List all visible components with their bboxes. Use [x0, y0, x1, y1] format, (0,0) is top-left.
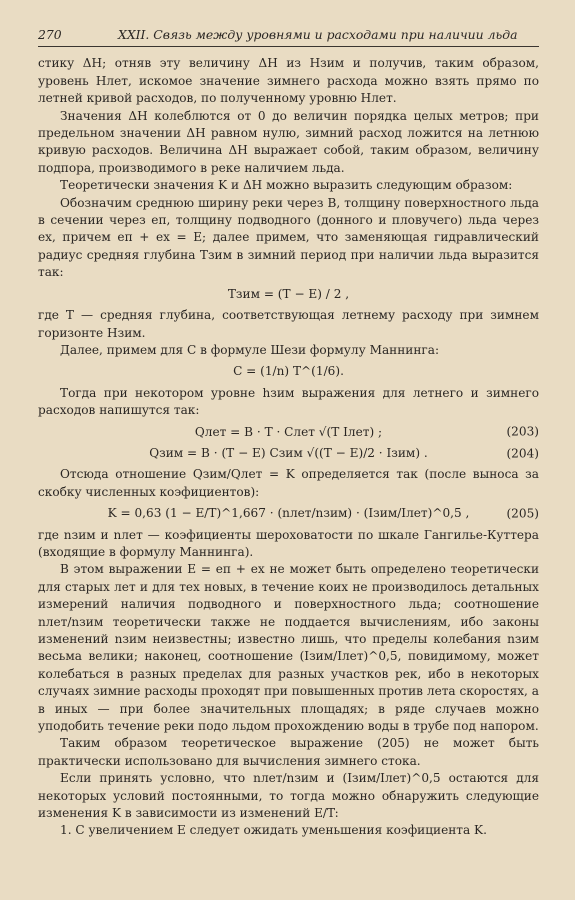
page-number: 270 — [38, 27, 62, 42]
equation-text: Tзим = (T − E) / 2 , — [227, 286, 350, 301]
page-header — [38, 26, 539, 47]
paragraph: стику ΔH; отняв эту величину ΔH из Hзим и получив, таким образом, уровень Hлет, искомое значение зимнего расхода можно взять прямо по летней кривой расходов, по полученному уровню Hлет. — [38, 56, 539, 106]
paragraph: Теоретически значения K и ΔH можно выразить следующим образом: — [60, 178, 513, 193]
running-title: XXII. Связь между уровнями и расходами при наличии льда — [118, 27, 518, 42]
equation-text: Qлет = B · T · Cлет √(T Iлет) ; — [194, 424, 383, 439]
paragraph: В этом выражении E = eп + eх не может быть определено теоретически для старых лет и для тех новых, в течение коих не производилось детальных измерений наличия подводного и поверхностного льда; соотношение nлет/nзим теоретически также не поддается вычислениям, ибо законы изменений nзим неизвестны; известно лишь, что пределы колебания nзим весьма велики; наконец, соотношение (Iзим/Iлет)^0,5, повидимому, может колебаться в разных пределах для разных участков рек, ибо в некоторых случаях зимние расходы проходят при повышенных против лета скоростях, а в иных — при более значительных площадях; в ряде случаев можно уподобить течение реки подо льдом прохождению воды в трубе под напором. — [38, 562, 539, 734]
paragraph: 1. С увеличением E следует ожидать уменьшения коэфициента K. — [60, 823, 487, 838]
equation-number: (203) — [506, 424, 539, 439]
equation — [38, 424, 539, 441]
paragraph: где nзим и nлет — коэфициенты шероховатости по шкале Гангилье-Куттера (входящие в формулу Маннинга). — [38, 527, 539, 559]
equation — [38, 363, 539, 380]
equation — [38, 505, 539, 522]
paragraph: Тогда при некотором уровне hзим выражения для летнего и зимнего расходов напишутся так: — [38, 385, 539, 418]
equation-text: Qзим = B · (T − E) Cзим √((T − E)/2 · Iзим) . — [149, 445, 428, 460]
equation — [38, 286, 539, 303]
paragraph: Значения ΔH колеблются от 0 до величин порядка целых метров; при предельном значении ΔH равном нулю, зимний расход ложится на летнюю кривую расходов. Величина ΔH выражает собой, таким образом, величину подпора, производимого в реке наличием льда. — [38, 108, 539, 175]
equation-text: K = 0,63 (1 − E/T)^1,667 · (nлет/nзим) · (Iзим/Iлет)^0,5 , — [107, 506, 470, 521]
paragraph: Таким образом теоретическое выражение (205) не может быть практически использовано для вычисления зимнего стока. — [38, 736, 539, 768]
paragraph: где T — средняя глубина, соответствующая летнему расходу при зимнем горизонте Hзим. — [38, 308, 539, 340]
paragraph: Отсюда отношение Qзим/Qлет = K определяется так (после выноса за скобку численных коэфициентов): — [38, 467, 539, 499]
equation-number: (205) — [506, 506, 539, 521]
equation-text: C = (1/n) T^(1/6). — [233, 364, 344, 379]
paragraph: Обозначим среднюю ширину реки через B, толщину поверхностного льда в сечении через eп, толщину подводного (донного и пловучего) льда через eх, причем eп + eх = E; далее примем, что заменяющая гидравлический радиус средняя глубина Tзим в зимний период при наличии льда выразится так: — [38, 195, 539, 280]
paragraph: Если принять условно, что nлет/nзим и (Iзим/Iлет)^0,5 остаются для некоторых условий постоянными, то тогда можно обнаружить следующие изменения K в зависимости из изменений E/T: — [38, 771, 539, 821]
equation-number: (204) — [506, 445, 539, 460]
equation — [38, 445, 539, 462]
paragraph: Далее, примем для C в формуле Шези формулу Маннинга: — [60, 342, 440, 357]
